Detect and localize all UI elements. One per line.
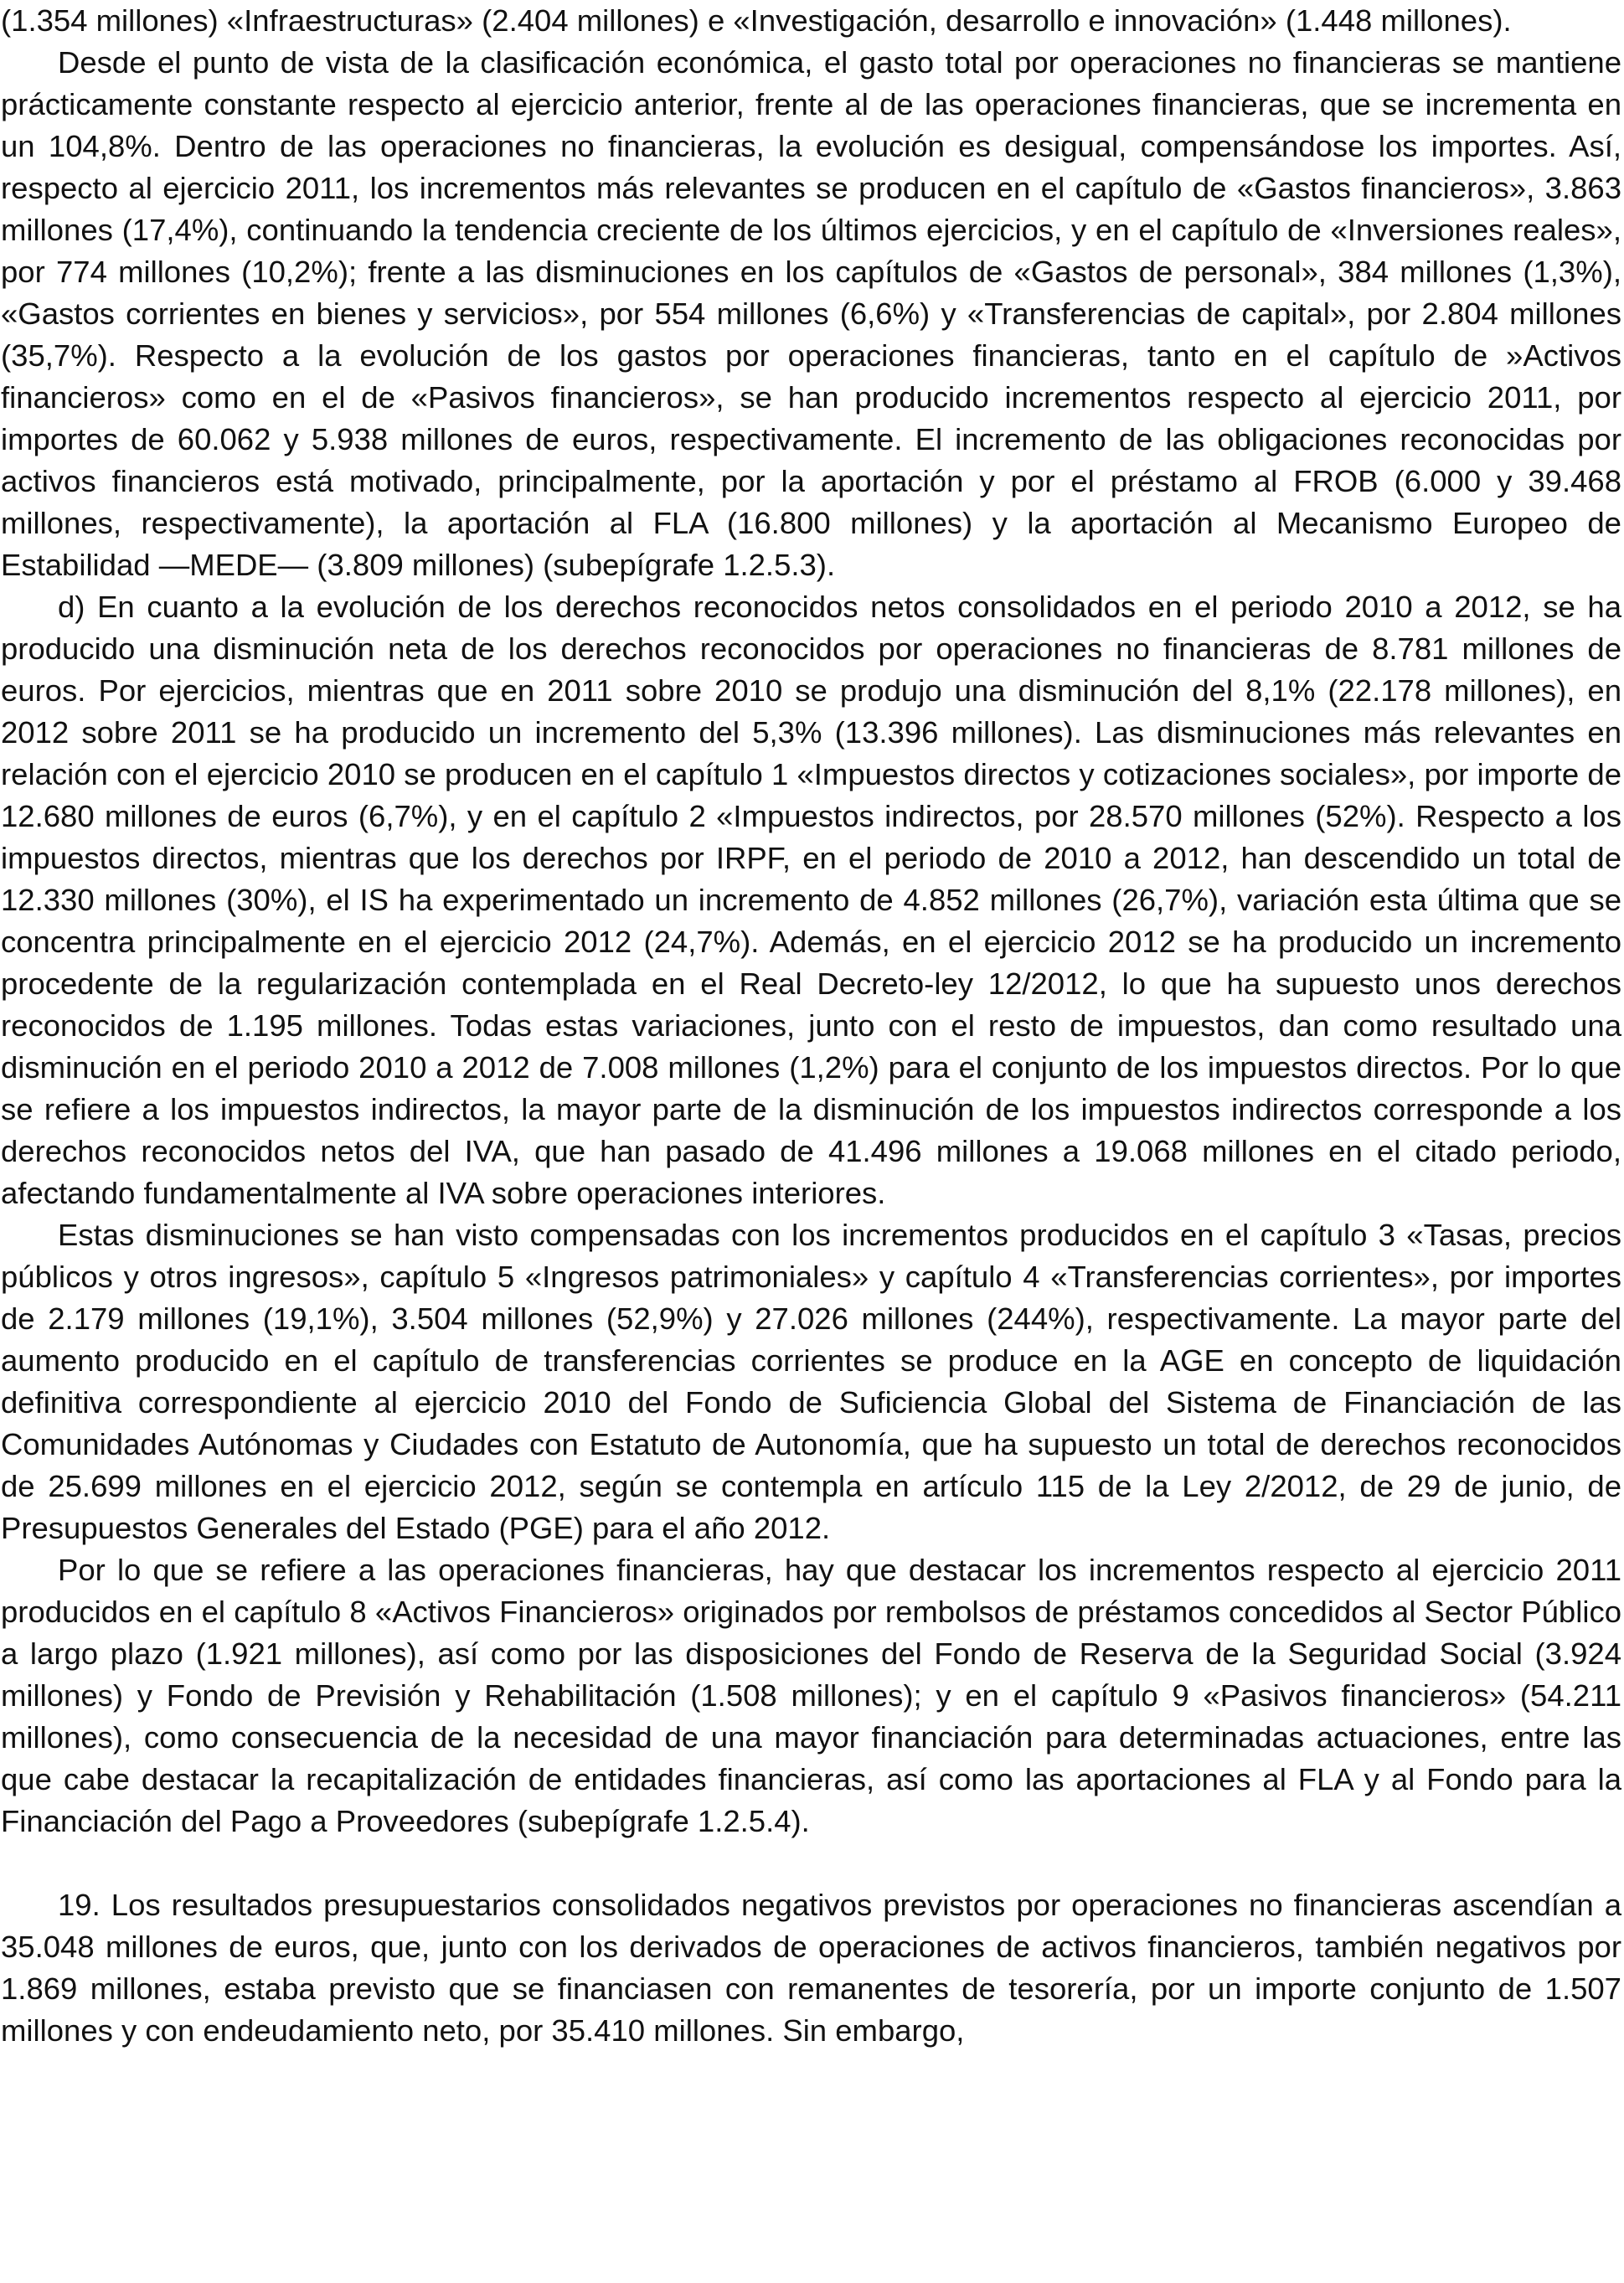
paragraph-financial-operations: Por lo que se refiere a las operaciones financieras, hay que destacar los incrementos respecto al ejercicio 2011 producidos en el capítulo 8 «Activos Financieros» originados por rembolsos de préstamos concedidos al Sector Público a largo plazo (1.921 millones), así como por las disposiciones del Fondo de Reserva de la Seguridad Social (3.924 millones) y Fondo de Previsión y Rehabilitación (1.508 millones); y en el capítulo 9 «Pasivos financieros» (54.211 millones), como consecuencia de la necesidad de una mayor financiación para determinadas actuaciones, entre las que cabe destacar la recapitalización de entidades financieras, así como las aportaciones al FLA y al Fondo para la Financiación del Pago a Proveedores (subepígrafe 1.2.5.4). bbox=[1, 1553, 1621, 1838]
paragraph-19-budget-results: 19. Los resultados presupuestarios consolidados negativos previstos por operaciones no financieras ascendían a 35.048 millones de euros, que, junto con los derivados de operaciones de activos financieros, también negativos por 1.869 millones, estaba previsto que se financiasen con remanentes de tesorería, por un importe conjunto de 1.507 millones y con endeudamiento neto, por 35.410 millones. Sin embargo, bbox=[1, 1888, 1621, 2048]
paragraph-item-d-rights-recognized: d) En cuanto a la evolución de los derechos reconocidos netos consolidados en el periodo 2010 a 2012, se ha producido una disminución neta de los derechos reconocidos por operaciones no financieras de 8.781 millones de euros. Por ejercicios, mientras que en 2011 sobre 2010 se produjo una disminución del 8,1% (22.178 millones), en 2012 sobre 2011 se ha producido un incremento del 5,3% (13.396 millones). Las disminuciones más relevantes en relación con el ejercicio 2010 se producen en el capítulo 1 «Impuestos directos y cotizaciones sociales», por importe de 12.680 millones de euros (6,7%), y en el capítulo 2 «Impuestos indirectos, por 28.570 millones (52%). Respecto a los impuestos directos, mientras que los derechos por IRPF, en el periodo de 2010 a 2012, han descendido un total de 12.330 millones (30%), el IS ha experimentado un incremento de 4.852 millones (26,7%), variación esta última que se concentra principalmente en el ejercicio 2012 (24,7%). Además, en el ejercicio 2012 se ha producido un incremento procedente de la regularización contemplada en el Real Decreto-ley 12/2012, lo que ha supuesto unos derechos reconocidos de 1.195 millones. Todas estas variaciones, junto con el resto de impuestos, dan como resultado una disminución en el periodo 2010 a 2012 de 7.008 millones (1,2%) para el conjunto de los impuestos directos. Por lo que se refiere a los impuestos indirectos, la mayor parte de la disminución de los impuestos indirectos corresponde a los derechos reconocidos netos del IVA, que han pasado de 41.496 millones a 19.068 millones en el citado periodo, afectando fundamentalmente al IVA sobre operaciones interiores. bbox=[1, 590, 1621, 1210]
paragraph-continuation: (1.354 millones) «Infraestructuras» (2.404 millones) e «Investigación, desarrollo e innovación» (1.448 millones). bbox=[1, 3, 1512, 38]
paragraph-compensating-increases: Estas disminuciones se han visto compensadas con los incrementos producidos en el capítulo 3 «Tasas, precios públicos y otros ingresos», capítulo 5 «Ingresos patrimoniales» y capítulo 4 «Transferencias corrientes», por importes de 2.179 millones (19,1%), 3.504 millones (52,9%) y 27.026 millones (244%), respectivamente. La mayor parte del aumento producido en el capítulo de transferencias corrientes se produce en la AGE en concepto de liquidación definitiva correspondiente al ejercicio 2010 del Fondo de Suficiencia Global del Sistema de Financiación de las Comunidades Autónomas y Ciudades con Estatuto de Autonomía, que ha supuesto un total de derechos reconocidos de 25.699 millones en el ejercicio 2012, según se contempla en artículo 115 de la Ley 2/2012, de 29 de junio, de Presupuestos Generales del Estado (PGE) para el año 2012. bbox=[1, 1218, 1621, 1545]
paragraph-economic-classification: Desde el punto de vista de la clasificación económica, el gasto total por operaciones no financieras se mantiene prácticamente constante respecto al ejercicio anterior, frente al de las operaciones financieras, que se incrementa en un 104,8%. Dentro de las operaciones no financieras, la evolución es desigual, compensándose los importes. Así, respecto al ejercicio 2011, los incrementos más relevantes se producen en el capítulo de «Gastos financieros», 3.863 millones (17,4%), continuando la tendencia creciente de los últimos ejercicios, y en el capítulo de «Inversiones reales», por 774 millones (10,2%); frente a las disminuciones en los capítulos de «Gastos de personal», 384 millones (1,3%), «Gastos corrientes en bienes y servicios», por 554 millones (6,6%) y «Transferencias de capital», por 2.804 millones (35,7%). Respecto a la evolución de los gastos por operaciones financieras, tanto en el capítulo de »Activos financieros» como en el de «Pasivos financieros», se han producido incrementos respecto al ejercicio 2011, por importes de 60.062 y 5.938 millones de euros, respectivamente. El incremento de las obligaciones reconocidas por activos financieros está motivado, principalmente, por la aportación y por el préstamo al FROB (6.000 y 39.468 millones, respectivamente), la aportación al FLA (16.800 millones) y la aportación al Mecanismo Europeo de Estabilidad —MEDE— (3.809 millones) (subepígrafe 1.2.5.3). bbox=[1, 45, 1621, 582]
document-body bbox=[1, 0, 1621, 2052]
